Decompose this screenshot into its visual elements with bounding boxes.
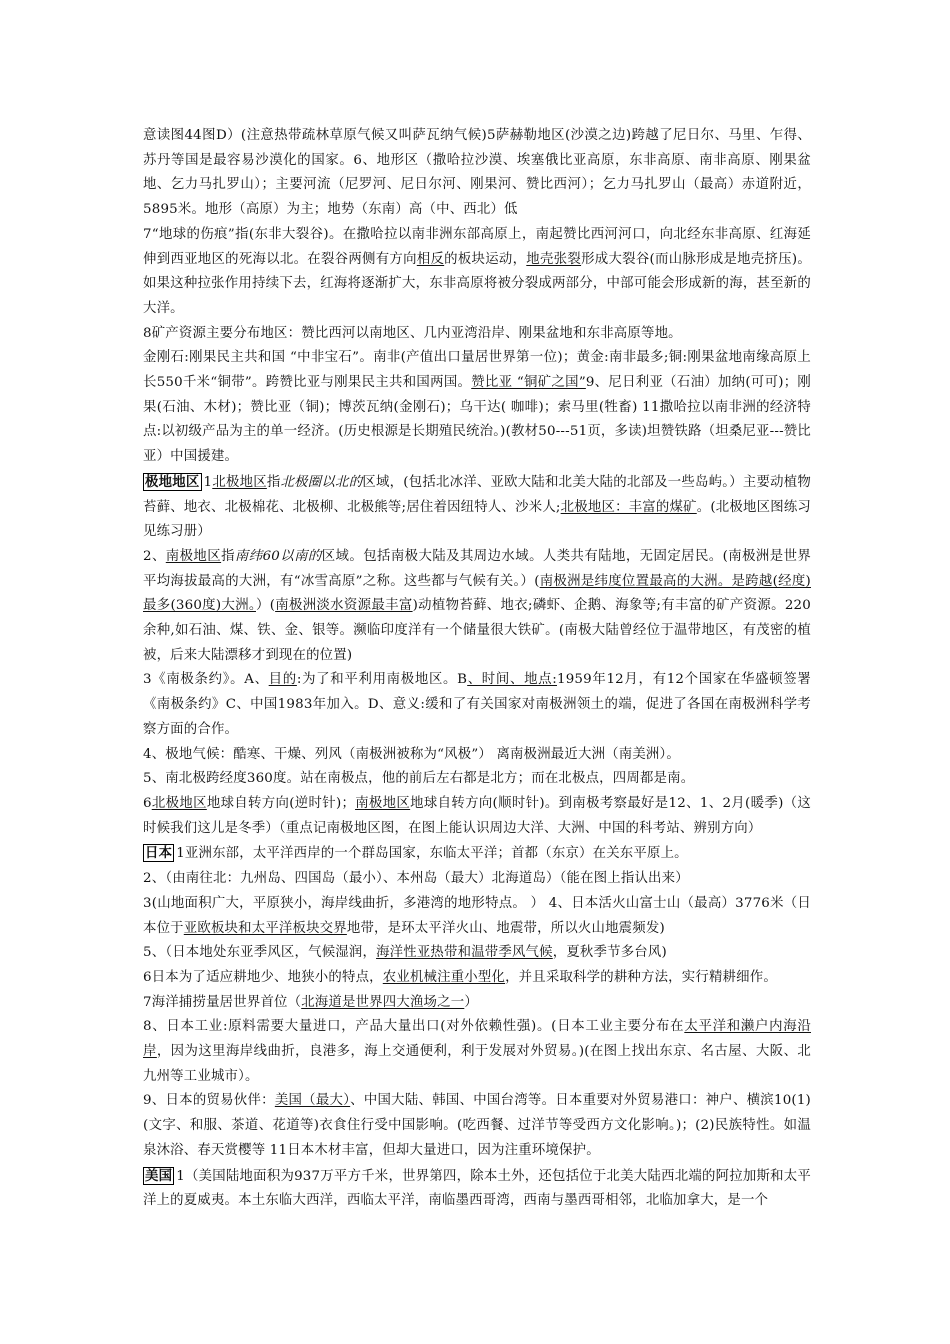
underlined-text: 农业机械注重小型化 (382, 969, 506, 985)
underlined-text: 北极地区 (151, 795, 207, 811)
text-run: 6 (143, 795, 152, 811)
paragraph (143, 841, 811, 867)
underlined-text: 南极洲是纬度位置最高的大洲。是跨越(经度)最多(360度)大洲。 (143, 573, 811, 614)
text-run: 指 (221, 548, 235, 564)
paragraph (143, 124, 811, 223)
paragraph (143, 867, 811, 892)
underlined-text: 太平洋和濑户内海沿岸 (143, 1019, 811, 1060)
underlined-text: 海洋性亚热带和温带季风气候 (376, 945, 553, 961)
paragraph (143, 223, 811, 322)
text-run: :为了和平利用南极地区。B (296, 672, 468, 688)
text-run: 1（美国陆地面积为937万平方千米，世界第四，除本土外，还包括位于北美大陆西北端的阿拉加斯和太平洋上的夏威夷。本土东临大西洋，西临太平洋，南临墨西哥湾，西南与墨西哥相邻，北临加拿大，是一个 (143, 1168, 811, 1209)
text-run: 9、尼日利亚（石油）加纳(可可)；刚果(石油、木材)；赞比亚（铜)；博茨瓦纳(金刚石)；乌干达( 咖啡)；索马里(牲畜) 11撒哈拉以南非洲的经济特点:以初级产品为主的单一经济。(历史根源是长期殖民统治。)(教材50---51页，多读)坦赞铁路（坦桑尼亚---赞比亚）中国援建。 (143, 375, 811, 465)
text-run: 地球自转方向(顺时针)。到南极考察最好是12、1、2月(暖季)（这时候我们这儿是冬季）（重点记南极地区图，在图上能认识周边大洋、大洲、中国的科考站、辨别方向） (143, 795, 811, 836)
text-run: 3(山地面积广大，平原狭小，海岸线曲折，多港湾的地形特点。 ） 4、日本活火山富士山（最高）3776米（日本位于 (143, 895, 811, 936)
underlined-text: 南极洲淡水资源最丰富 (275, 598, 413, 614)
text-run: 的板块运动， (444, 251, 527, 267)
paragraph (143, 346, 811, 470)
text-run: 。(北极地区图练习见练习册） (143, 499, 812, 540)
text-run: )动植物苔藓、地衣;磷虾、企鹅、海象等;有丰富的矿产资源。220余种,如石油、煤、铁、金、银等。濒临印度洋有一个储量很大铁矿。(南极大陆曾经位于温带地区，有茂密的植被，后来大陆漂移才到现在的位置) (143, 598, 811, 663)
text-run: 、中国大陆、韩国、中国台湾等。日本重要对外贸易港口：神户、横滨10(1)(文字、和服、茶道、花道等)衣食住行受中国影响。(吃西餐、过洋节等受西方文化影响。)；(2)民族特性。如温泉沐浴、春天赏樱等 11日本木材丰富，但却大量进口，因为注重环境保护。 (143, 1093, 811, 1158)
text-run: 2、 (143, 548, 166, 564)
paragraph (143, 941, 811, 966)
italic-text: 南纬60以南的 (234, 548, 322, 564)
text-run: 指 (266, 474, 281, 490)
paragraph (143, 545, 811, 669)
paragraph (143, 743, 811, 768)
paragraph (143, 991, 811, 1016)
paragraph (143, 1089, 811, 1163)
text-run: 8矿产资源主要分布地区：赞比西河以南地区、几内亚湾沿岸、刚果盆地和东非高原等地。 (143, 325, 682, 341)
text-run: 4、极地气候：酷寒、干燥、列风（南极洲被称为“风极”） 离南极洲最近大洲（南美洲）。 (143, 746, 681, 762)
paragraph (143, 792, 811, 841)
underlined-text: 美国（最大） (274, 1093, 351, 1109)
underlined-text: 北海道是世界四大渔场之一 (301, 994, 465, 1010)
paragraph (143, 322, 811, 347)
text-run: 7海洋捕捞量居世界首位（ (143, 994, 302, 1010)
italic-text: 北极圈以北的 (280, 474, 363, 490)
document-page (143, 124, 811, 1214)
underlined-text: 亚欧板块和太平洋板块交界 (183, 920, 347, 936)
section-heading: 美国 (145, 1167, 173, 1184)
paragraph (143, 767, 811, 792)
text-run: ）( (255, 598, 276, 614)
text-run: ，并且采取科学的耕种方法，实行精耕细作。 (505, 969, 777, 985)
paragraph (143, 1015, 811, 1089)
text-run: 5、（日本地处东亚季风区，气候湿润， (143, 945, 377, 961)
paragraph (143, 668, 811, 742)
text-run: 1959年12月，有12个国家在华盛顿签署《南极条约》C、中国1983年加入。D、意义:缓和了有关国家对南极洲领土的端，促进了各国在南极洲科学考察方面的合作。 (143, 672, 811, 737)
paragraph (143, 470, 811, 545)
underlined-text: 相反 (416, 251, 445, 267)
text-run: ，因为这里海岸线曲折，良港多，海上交通便利，利于发展对外贸易。)(在图上找出东京、名古屋、大阪、北九州等工业城市）。 (143, 1044, 812, 1084)
paragraph (143, 966, 811, 991)
text-run: 金刚石:刚果民主共和国 “中非宝石”。南非(产值出口量居世界第一位)；黄金:南非最多;铜:刚果盆地南缘高原上长550千米“铜带”。跨赞比亚与刚果民主共和国两国。 (143, 350, 811, 391)
text-run: ） (464, 994, 478, 1010)
paragraph (143, 1164, 811, 1214)
text-run: 5、南北极跨经度360度。站在南极点，他的前后左右都是北方；而在北极点，四周都是南。 (143, 771, 695, 787)
underlined-text: 、时间、地点: (467, 672, 557, 688)
underlined-text: 北极地区 (212, 474, 267, 490)
text-run: 区域。包括南极大陆及其周边水域。人类共有陆地，无固定居民。(南极洲是世界平均海拔最高的大洲，有“冰雪高原”之称。这些都与气候有关。）( (143, 548, 811, 589)
text-run: 3《南极条约》。A、 (143, 672, 269, 688)
text-run: 地球自转方向(逆时针)； (206, 795, 356, 811)
underlined-text: 南极地区 (165, 548, 222, 564)
text-run: 意读图44图D）(注意热带疏林草原气候又叫萨瓦纳气候)5萨赫勒地区(沙漠之边)跨越了尼日尔、马里、乍得、苏丹等国是最容易沙漠化的国家。6、地形区（撒哈拉沙漠、埃塞俄比亚高原，东非高原、南非高原、刚果盆地、乞力马扎罗山）；主要河流（尼罗河、尼日尔河、刚果河、赞比西河）；乞力马扎罗山（最高）赤道附近，5895米。地形（高原）为主；地势（东南）高（中、西北）低 (143, 128, 811, 218)
text-run: 地带，是环太平洋火山、地震带，所以火山地震频发) (346, 920, 665, 936)
text-run: ，夏秋季节多台风) (552, 945, 667, 961)
paragraph (143, 892, 811, 941)
underlined-text: 地壳张裂 (526, 251, 582, 267)
underlined-text: 南极地区 (355, 795, 411, 811)
section-heading: 极地地区 (145, 473, 200, 490)
text-run: 8、日本工业:原料需要大量进口，产品大量出口(对外依赖性强)。(日本工业主要分布在 (143, 1019, 685, 1035)
text-run: 1亚洲东部，太平洋西岸的一个群岛国家，东临太平洋；首都（东京）在关东平原上。 (176, 846, 688, 862)
text-run: 7“地球的伤痕”指(东非大裂谷)。在撒哈拉以南非洲东部高原上，南起赞比西河河口，向北经东非高原、红海延伸到西亚地区的死海以北。在裂谷两侧有方向 (143, 226, 811, 267)
underlined-text: 赞比亚 “铜矿之国” (471, 375, 586, 391)
underlined-text: 北极地区：丰富的煤矿 (560, 499, 697, 515)
section-heading: 日本 (145, 845, 173, 862)
text-run: 1 (203, 474, 213, 490)
underlined-text: 目的 (268, 672, 297, 688)
text-run: 9、日本的贸易伙伴： (143, 1093, 275, 1109)
text-run: 形成大裂谷(而山脉形成是地壳挤压)。如果这种拉张作用持续下去，红海将逐渐扩大，东非高原将被分裂成两部分，中部可能会形成新的海，甚至新的大洋。 (143, 251, 812, 316)
text-run: 2、（由南往北：九州岛、四国岛（最小）、本州岛（最大）北海道岛）（能在图上指认出来） (143, 871, 689, 887)
text-run: 6日本为了适应耕地少、地狭小的特点， (143, 969, 383, 985)
text-run: 区域，(包括北冰洋、亚欧大陆和北美大陆的北部及一些岛屿。）主要动植物苔藓、地衣、北极棉花、北极柳、北极熊等;居住着因纽特人、沙米人; (143, 474, 811, 515)
